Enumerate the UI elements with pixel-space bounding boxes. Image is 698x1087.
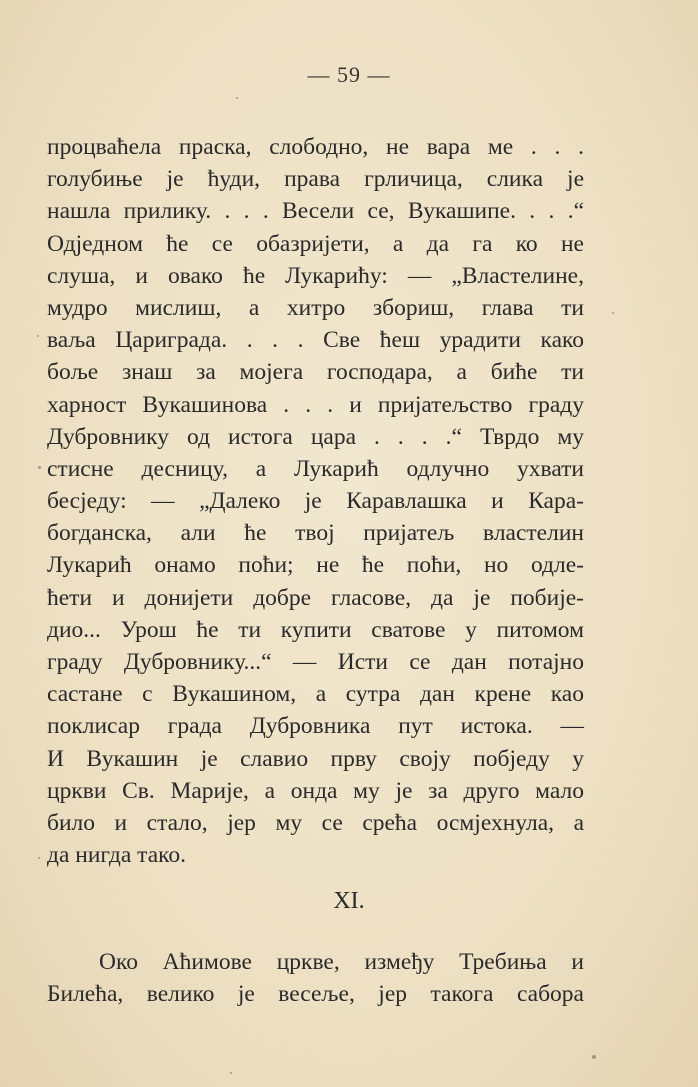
- text-line: граду Дубровнику...“ — Исти се дан потајно: [47, 649, 584, 675]
- text-line-indented: Око Аћимове цркве, између Требиња и: [99, 949, 584, 975]
- text-line: голубиње је ћуди, права грличица, слика је: [47, 166, 584, 193]
- text-line: Билећа, велико је весеље, јер такога сабора: [47, 981, 584, 1008]
- text-line: слуша, и овако ће Лукарићу: — „Властелине,: [47, 262, 584, 289]
- text-line: састане с Вукашином, а сутра дан крене као: [47, 681, 584, 708]
- text-line: Лукарић онамо поћи; не ће поћи, но одле-: [47, 552, 584, 579]
- paper-speck: [38, 466, 41, 469]
- paper-speck: [37, 335, 39, 337]
- text-line: стисне десницу, а Лукарић одлучно ухвати: [47, 455, 584, 482]
- text-line: ваља Цариграда. . . . Све ћеш урадити како: [47, 327, 584, 354]
- text-line: дио... Урош ће ти купити сватове у питомом: [47, 616, 584, 643]
- text-line: поклисар града Дубровника пут истока. —: [47, 713, 584, 740]
- paper-speck: [612, 312, 614, 314]
- text-line: нашла прилику. . . . Весели се, Вукашипе. . . .“: [47, 198, 584, 225]
- page-number: — 59 —: [307, 62, 391, 87]
- paper-speck: [38, 857, 40, 859]
- paper-speck: [230, 1072, 232, 1074]
- paper-speck: [236, 97, 238, 99]
- text-line: харност Вукашинова . . . и пријатељство граду: [47, 391, 584, 418]
- text-line: Одједном ће се обазријети, а да га ко не: [47, 230, 584, 257]
- text-line: бесједу: — „Далеко је Каравлашка и Кара-: [47, 488, 584, 515]
- main-text-block: [47, 131, 584, 871]
- chapter-text-block: [47, 946, 584, 1010]
- text-line: било и стало, јер му се срећа осмјехнула, а: [47, 809, 584, 836]
- text-line: И Вукашин је славио прву своју побједу у: [47, 745, 584, 772]
- text-line: процваћела праска, слободно, не вара ме . . .: [47, 134, 584, 160]
- chapter-heading: XI.: [333, 888, 365, 914]
- text-line: мудро мислиш, а хитро збориш, глава ти: [47, 294, 584, 321]
- text-line-last: да нигда тако.: [47, 842, 186, 869]
- text-line: цркви Св. Марије, а онда му је за друго мало: [47, 777, 584, 804]
- text-line: богданска, али ће твој пријатељ властелин: [47, 520, 584, 547]
- paper-speck: [592, 1055, 596, 1059]
- text-line: ћети и донијети добре гласове, да је побије-: [47, 584, 584, 611]
- text-line: боље знаш за мојега господара, а биће ти: [47, 359, 584, 386]
- text-line: Дубровнику од истога цара . . . .“ Тврдо му: [47, 423, 584, 450]
